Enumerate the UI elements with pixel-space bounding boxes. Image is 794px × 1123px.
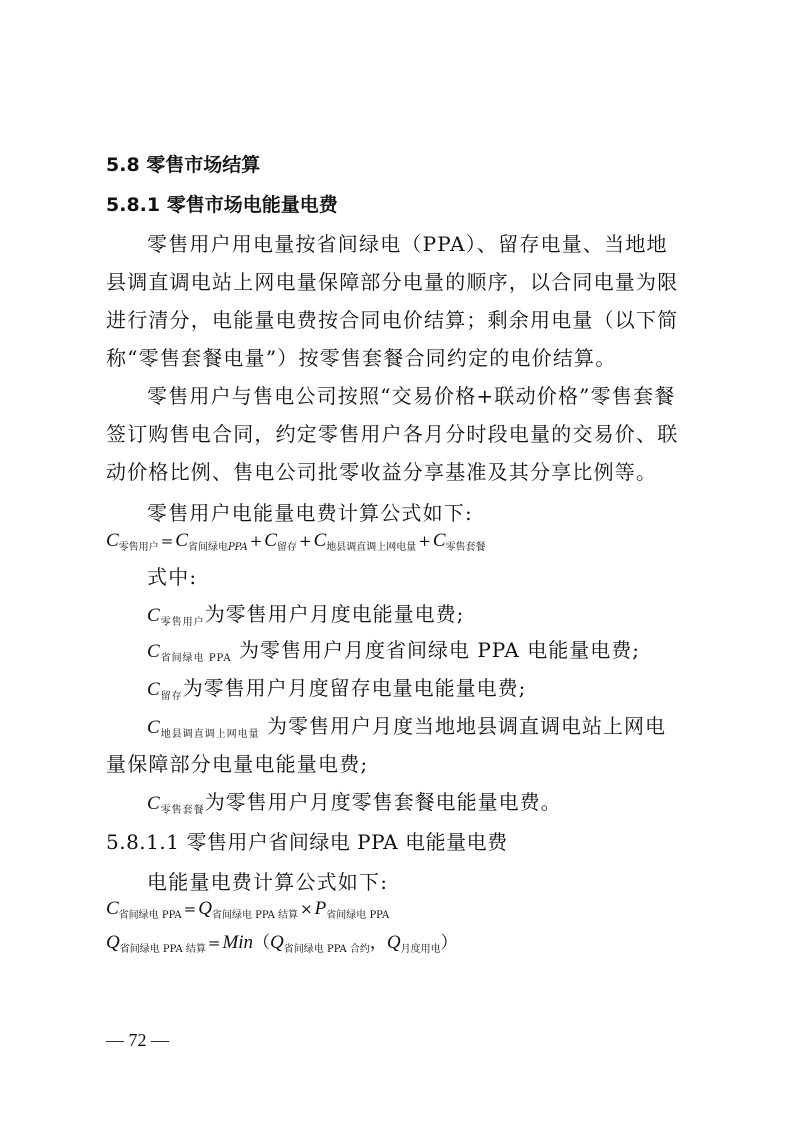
- section-heading-5-8-1-1: 5.8.1.1 零售用户省间绿电 PPA 电能量电费: [106, 830, 508, 854]
- formula-ppa-fee: $C_{省间绿电 PPA} = Q_{省间绿电 PPA 结算} \times P_{省间绿电 PPA}$: [106, 898, 390, 921]
- where-label: 式中:: [147, 565, 198, 589]
- paragraph-line: 零售用户用电量按省间绿电（PPA）、留存电量、当地地: [147, 232, 668, 256]
- paragraph-line: 签订购售电合同，约定零售用户各月分时段电量的交易价、联: [106, 422, 679, 446]
- paragraph-line: 电能量电费计算公式如下:: [147, 870, 389, 894]
- paragraph-line: 零售用户电能量电费计算公式如下:: [147, 501, 473, 525]
- paragraph-line: 进行清分，电能量电费按合同电价结算；剩余用电量（以下简: [106, 308, 679, 332]
- paragraph-line: 零售用户与售电公司按照“交易价格+联动价格”零售套餐: [147, 384, 676, 408]
- formula-retail-user-fee: $C_{零售用户} = C_{省间绿电PPA} + C_{留存} + C_{地县调直调上网电量} + C_{零售套餐}$: [106, 530, 486, 553]
- section-heading-5-8-1: 5.8.1 零售市场电能量电费: [106, 194, 338, 216]
- definition-line: $C_{留存}$为零售用户月度留存电量电能量电费;: [147, 676, 527, 702]
- definition-line: $C_{零售套餐}$为零售用户月度零售套餐电能量电费。: [147, 790, 562, 816]
- paragraph-line: 称“零售套餐电量”）按零售套餐合同约定的电价结算。: [106, 346, 617, 370]
- formula-ppa-settlement-volume: $Q_{省间绿电 PPA 结算} = Min(Q_{省间绿电 PPA 合约}$，$Q_{月度用电}$）: [106, 932, 458, 955]
- page-number: — 72 —: [106, 1030, 169, 1050]
- section-heading-5-8: 5.8 零售市场结算: [106, 154, 261, 176]
- definition-continuation: 量保障部分电量电能量电费;: [106, 752, 369, 776]
- paragraph-line: 县调直调电站上网电量保障部分电量的顺序，以合同电量为限: [106, 270, 679, 294]
- paragraph-line: 动价格比例、售电公司批零收益分享基准及其分享比例等。: [106, 460, 658, 484]
- definition-line: $C_{省间绿电 PPA}$ 为零售用户月度省间绿电 PPA 电能量电费;: [147, 638, 640, 664]
- definition-line: $C_{零售用户}$为零售用户月度电能量电费;: [147, 602, 465, 628]
- definition-line: $C_{地县调直调上网电量}$ 为零售用户月度当地地县调直调电站上网电: [147, 714, 667, 740]
